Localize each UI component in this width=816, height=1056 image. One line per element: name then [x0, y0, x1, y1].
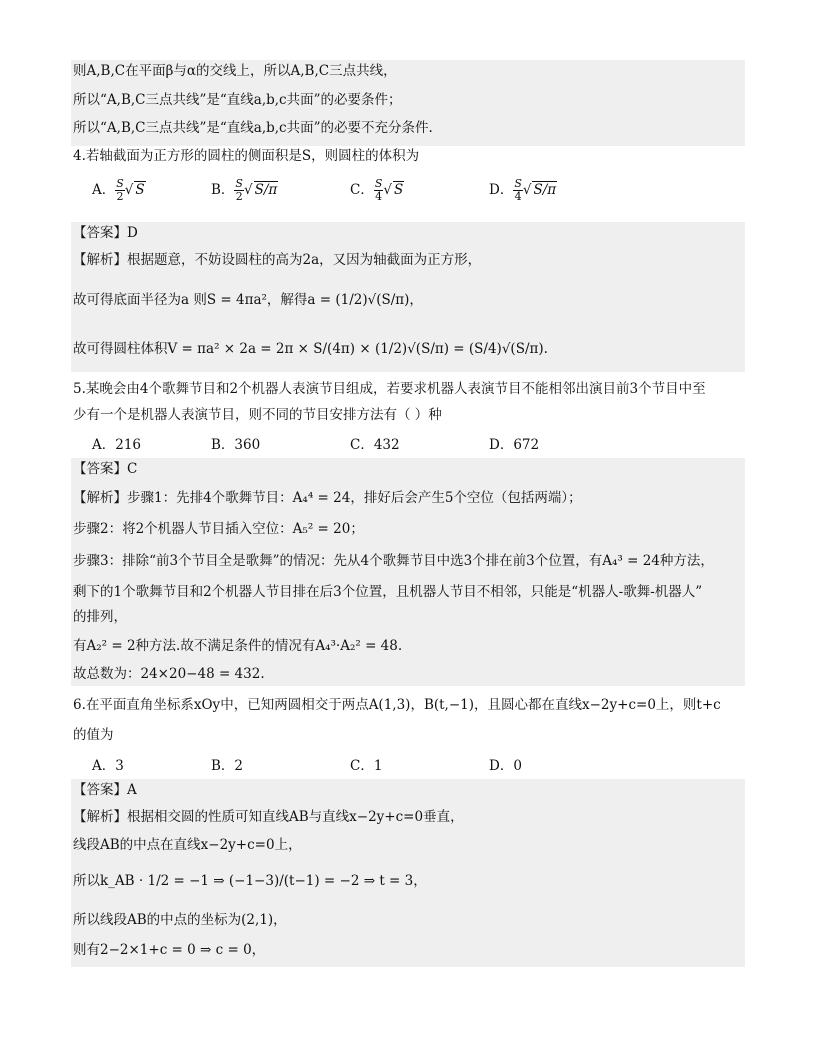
q6-answer: 【答案】A [73, 782, 137, 798]
q4-answer: 【答案】D [73, 225, 138, 241]
q4-option-b: B． $\frac{S}{2}$ √ S/π [211, 177, 278, 203]
q5-option-b: B．360 [211, 437, 261, 453]
q5-analysis-1: 【解析】步骤1：先排4个歌舞节目：A₄⁴ = 24，排好后会产生5个空位（包括两端）； [73, 490, 582, 506]
q5-stem-1: 5.某晚会由4个歌舞节目和2个机器人表演节目组成，若要求机器人表演节目不能相邻出演目前3个节目中至 [73, 381, 706, 397]
top-line-1: 则A,B,C在平面β与α的交线上，所以A,B,C三点共线， [73, 63, 397, 79]
q4-analysis-1: 【解析】根据题意，不妨设圆柱的高为2a，又因为轴截面为正方形， [73, 252, 482, 268]
top-line-2: 所以“A,B,C三点共线”是“直线a,b,c共面”的必要条件； [73, 92, 402, 108]
q4-stem: 4.若轴截面为正方形的圆柱的侧面积是S，则圆柱的体积为 [73, 148, 420, 164]
q6-stem-1: 6.在平面直角坐标系xOy中，已知两圆相交于两点A(1,3)，B(t,−1)，且圆心都在直线x−2y+c=0上，则t+c [73, 697, 721, 713]
q6-analysis-2: 线段AB的中点在直线x−2y+c=0上， [73, 837, 302, 853]
q6-option-d: D．0 [489, 758, 522, 774]
q5-analysis-2: 步骤2：将2个机器人节目插入空位：A₅² = 20； [73, 521, 364, 537]
q6-analysis-5: 则有2−2×1+c = 0 ⇒ c = 0， [73, 942, 266, 958]
q4-option-d: D． $\frac{S}{4}$ √ S/π [489, 177, 557, 203]
q6-option-c: C．1 [350, 758, 383, 774]
q5-option-c: C．432 [350, 437, 400, 453]
q6-stem-2: 的值为 [73, 727, 114, 743]
q5-option-a: A．216 [92, 437, 142, 453]
q6-option-b: B．2 [211, 758, 244, 774]
q4-analysis-3: 故可得圆柱体积V = πa² × 2a = 2π × S/(4π) × (1/2)√(S/π) = (S/4)√(S/π). [73, 341, 548, 357]
q5-analysis-4: 剩下的1个歌舞节目和2个机器人节目排在后3个位置，且机器人节目不相邻，只能是“机器人-歌舞-机器人” [73, 584, 703, 600]
q6-option-a: A．3 [92, 758, 124, 774]
q6-analysis-3: 所以k_AB · 1/2 = −1 ⇒ (−1−3)/(t−1) = −2 ⇒ t = 3， [73, 873, 427, 889]
q5-analysis-3: 步骤3：排除“前3个节目全是歌舞”的情况：先从4个歌舞节目中选3个排在前3个位置，有A₄³ = 24种方法， [73, 553, 714, 569]
top-line-3: 所以“A,B,C三点共线”是“直线a,b,c共面”的必要不充分条件. [73, 120, 433, 136]
q6-analysis-1: 【解析】根据相交圆的性质可知直线AB与直线x−2y+c=0垂直， [73, 809, 464, 825]
q5-option-d: D．672 [489, 437, 540, 453]
q5-answer: 【答案】C [73, 461, 138, 477]
q6-analysis-4: 所以线段AB的中点的坐标为(2,1)， [73, 912, 287, 928]
q4-option-a: A． $\frac{S}{2}$ √ S [92, 177, 145, 203]
q4-option-c: C． $\frac{S}{4}$ √ S [350, 177, 404, 203]
q4-analysis-2: 故可得底面半径为a 则S = 4πa²，解得a = (1/2)√(S/π)， [73, 292, 423, 308]
q5-stem-2: 少有一个是机器人表演节目，则不同的节目安排方法有（ ）种 [73, 407, 442, 423]
q5-analysis-5: 的排列， [73, 609, 127, 625]
q5-analysis-7: 故总数为：24×20−48 = 432. [73, 666, 265, 682]
q5-analysis-6: 有A₂² = 2种方法.故不满足条件的情况有A₄³·A₂² = 48. [73, 638, 403, 654]
